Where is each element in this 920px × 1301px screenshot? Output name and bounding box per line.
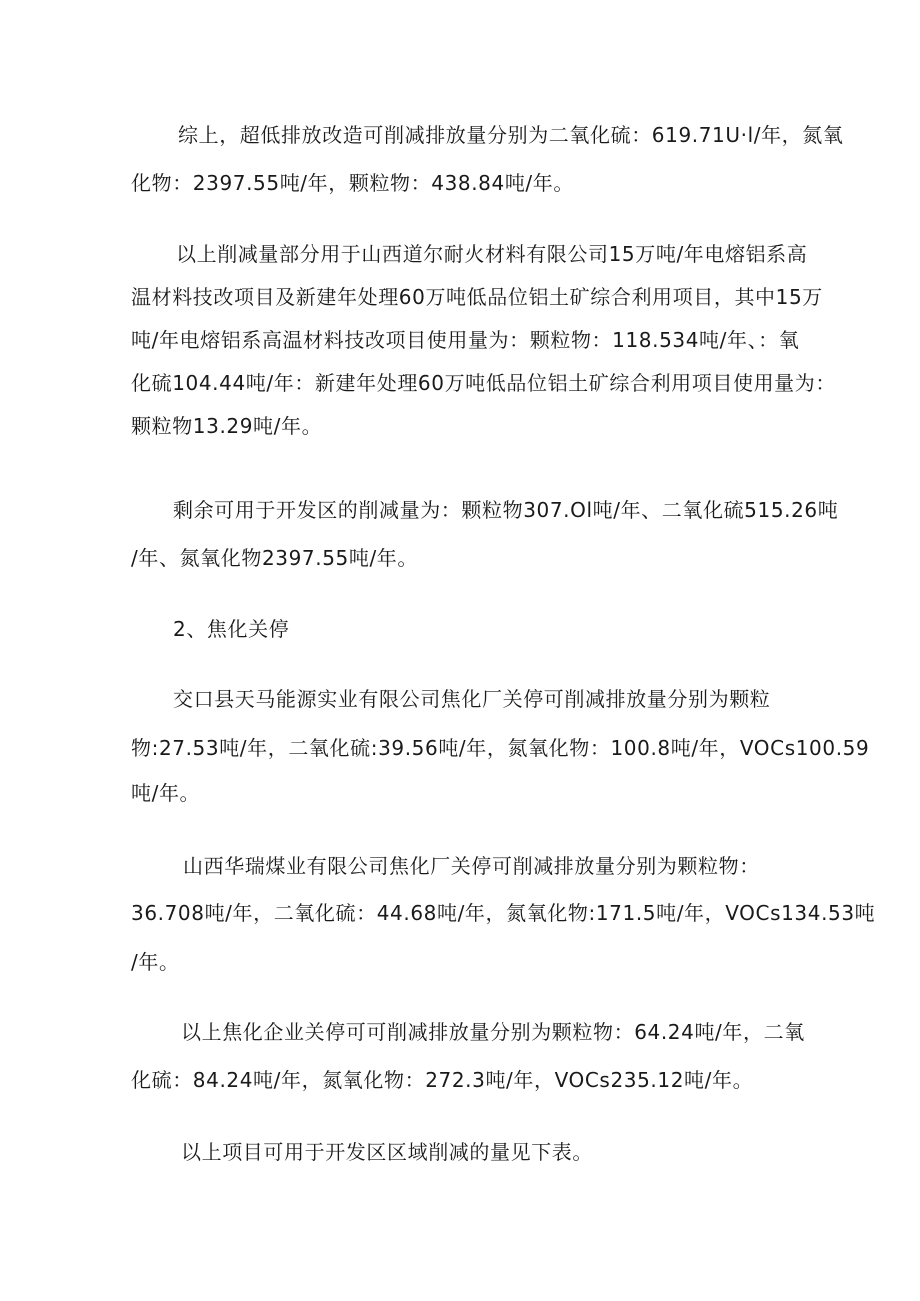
text-line: 交口县天马能源实业有限公司焦化厂关停可削减排放量分别为颗粒 xyxy=(173,687,771,711)
text-line: 36.708吨/年，二氧化硫：44.68吨/年，氮氧化物:171.5吨/年，VOCs134.53吨 xyxy=(131,901,876,925)
text-line: 综上，超低排放改造可削减排放量分别为二氧化硫：619.71U·l/年，氮氧 xyxy=(178,123,844,147)
text-line: 以上焦化企业关停可可削减排放量分别为颗粒物：64.24吨/年，二氧 xyxy=(181,1020,805,1044)
text-line: 化物：2397.55吨/年，颗粒物：438.84吨/年。 xyxy=(131,171,574,195)
text-line: 化硫104.44吨/年：新建年处理60万吨低品位铝土矿综合利用项目使用量为： xyxy=(131,371,836,395)
text-line: 颗粒物13.29吨/年。 xyxy=(131,414,323,438)
text-line: 吨/年电熔铝系高温材料技改项目使用量为：颗粒物：118.534吨/年、：氧 xyxy=(131,328,800,352)
text-line: 吨/年。 xyxy=(131,781,201,805)
text-line: 温材料技改项目及新建年处理60万吨低品位铝土矿综合利用项目，其中15万 xyxy=(131,285,823,309)
section-heading: 2、焦化关停 xyxy=(173,617,290,641)
text-line: 化硫：84.24吨/年，氮氧化物：272.3吨/年，VOCs235.12吨/年。 xyxy=(131,1068,754,1092)
text-line: /年、氮氧化物2397.55吨/年。 xyxy=(131,546,418,570)
text-line: 山西华瑞煤业有限公司焦化厂关停可削减排放量分别为颗粒物： xyxy=(183,854,760,878)
text-line: 物:27.53吨/年，二氧化硫:39.56吨/年，氮氧化物：100.8吨/年，VOCs100.59 xyxy=(131,736,870,760)
text-line: 剩余可用于开发区的削减量为：颗粒物307.Ol吨/年、二氧化硫515.26吨 xyxy=(173,498,839,522)
text-line: 以上项目可用于开发区区域削减的量见下表。 xyxy=(181,1140,593,1164)
text-line: /年。 xyxy=(131,950,180,974)
text-line: 以上削减量部分用于山西道尔耐火材料有限公司15万吨/年电熔铝系高 xyxy=(176,242,808,266)
